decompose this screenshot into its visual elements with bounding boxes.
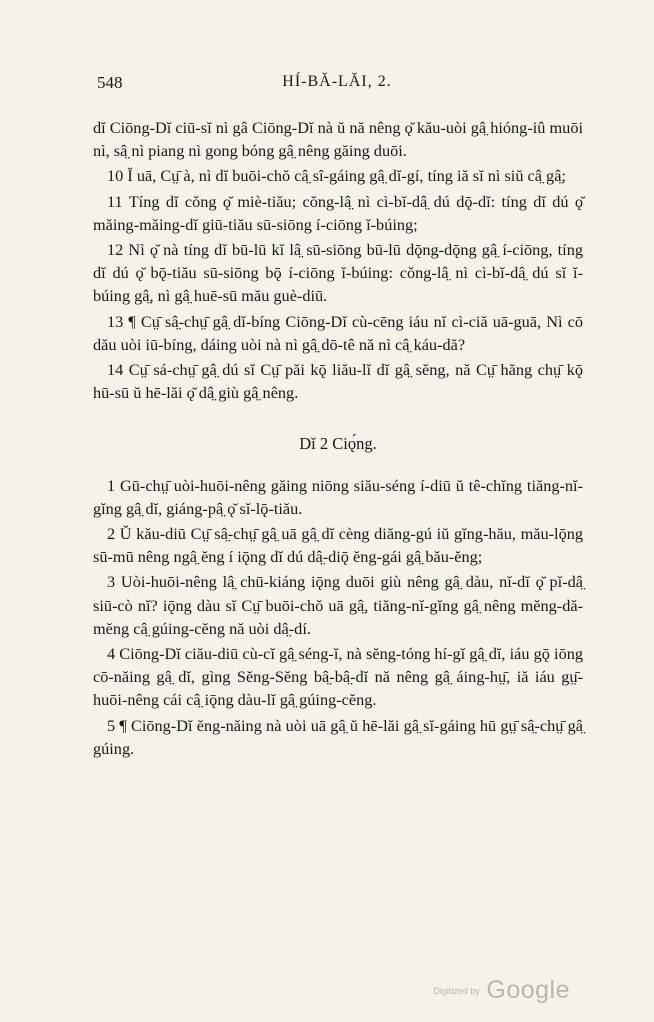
page-header [97,73,577,99]
verse-paragraph: 1 Gū-chṳ̄ uòi-huōi-nêng găing niōng siău-séng í-diū ŭ tê-chĭng tiăng-nĭ-gĭng gâ̤ dĭ, giáng-pâ̤ ǫ̆ sĭ-lǭ-tiău. [93,475,583,518]
watermark-brand: Google [486,976,570,1004]
verse-paragraph: 13 ¶ Cṳ̄ sâ̤-chṳ̄ gâ̤ dĭ-bíng Ciōng-Dĭ cù-cēng iáu nĭ cì-ciă uā-guā, Nì cō dău uòi iū-bíng, dáing uòi nà nì gâ̤ dō-tê nă nì câ̤ káu-dă? [93,311,583,354]
page-body [93,116,583,762]
verse-paragraph: 14 Cṳ̄ sá-chṳ̄ gâ̤ dú sĭ Cṳ̄ păi kǭ liău-lĭ dĭ gâ̤ sĕng, nă Cṳ̄ hăng chṳ̄ kǭ hū-sū ŭ hē-lăi ǫ̆ dâ̤ giù gâ̤ nêng. [93,360,583,403]
digitized-watermark [433,976,570,1005]
watermark-caption: Digitized by [433,985,480,996]
verse-paragraph: 3 Uòi-huōi-nêng lâ̤ chū-kiáng iǭng duōi giù nêng gâ̤ dàu, nĭ-dĭ ǫ̆ pĭ-dâ̤ siū-cò nĭ? iǭng dàu sĭ Cṳ̄ buōi-chŏ uā gâ̤, tiăng-nĭ-gĭng gâ̤ nêng mĕng-dă-mĕng câ̤ gúing-cĕng nă uòi dâ̤-dí. [93,572,583,638]
verse-paragraph: 2 Ŭ kău-diū Cṳ̄ sâ̤-chṳ̄ gâ̤ uā gâ̤ dĭ cèng diăng-gú iŭ gĭng-hău, mău-lǭng sū-mū nêng ngâ̤ ĕng í iǭng dĭ dú dâ̤-diǭ ĕng-gái gâ̤ bău-ĕng; [93,524,583,567]
chapter-verse-block [93,474,583,760]
verse-paragraph: 10 Ĭ uā, Cṳ̄ à, nì dĭ buōi-chŏ câ̤ sî-gáing gâ̤ dĭ-gí, tíng iă sĭ nì siŭ câ̤ gâ̤; [107,166,566,186]
page-number: 548 [97,73,123,92]
verse-paragraph: 11 Tíng dĭ cŏng ǫ̆ miè-tiău; cŏng-lâ̤ nì cì-bĭ-dâ̤ dú dǭ-dĭ: tíng dĭ dú ǫ̆ măing-măing-dĭ giū-tiău sū-siōng í-ciōng ĭ-búing; [93,191,583,234]
verse-paragraph: 4 Ciōng-Dĭ ciău-diū cù-cĭ gâ̤ séng-ĭ, nà sĕng-tóng hí-gĭ gâ̤ dĭ, iáu gǭ iōng cō-năing gâ̤ dĭ, gìng Sĕng-Sĕng bâ̤-bâ̤-dĭ nă nêng gâ̤ áing-hṳ̄, iă iáu gṳ̄-huōi-nêng cái câ̤ iǭng dàu-lĭ gâ̤ gúing-cĕng. [93,644,583,710]
verse-paragraph: 12 Nì ǫ̆ nà tíng dĭ bū-lū kĭ lâ̤ sū-siōng bū-lū dǭng-dǭng gâ̤ í-ciōng, tíng dĭ dú ǫ̆ bǭ-tiău sū-siōng bǭ í-ciōng ĭ-búing: cŏng-lâ̤ nì cì-bĭ-dâ̤ dú sĭ ĭ-búing gâ̤, nì gâ̤ huē-sū mău guè-diū. [93,240,583,306]
verse-block [93,116,583,404]
running-head: HÍ-BĂ-LĂI, 2. [282,73,392,90]
verse-paragraph: dĭ Ciōng-Dĭ ciū-sĭ nì gâ Ciōng-Dĭ nà ŭ nă nêng ǫ̆ kău-uòi gâ̤ hióng-iû muōi nì, sâ̤ nì piang nì gong bóng gâ̤ nêng găing duōi. [93,118,583,161]
chapter-heading: Dĭ 2 Ciǫ́ng. [299,434,377,454]
verse-paragraph: 5 ¶ Ciōng-Dĭ ĕng-năing nà uòi uā gâ̤ ŭ hē-lăi gâ̤ sĭ-gáing hū gṳ̄ sâ̤-chṳ̄ gâ̤ gúing. [93,715,583,758]
